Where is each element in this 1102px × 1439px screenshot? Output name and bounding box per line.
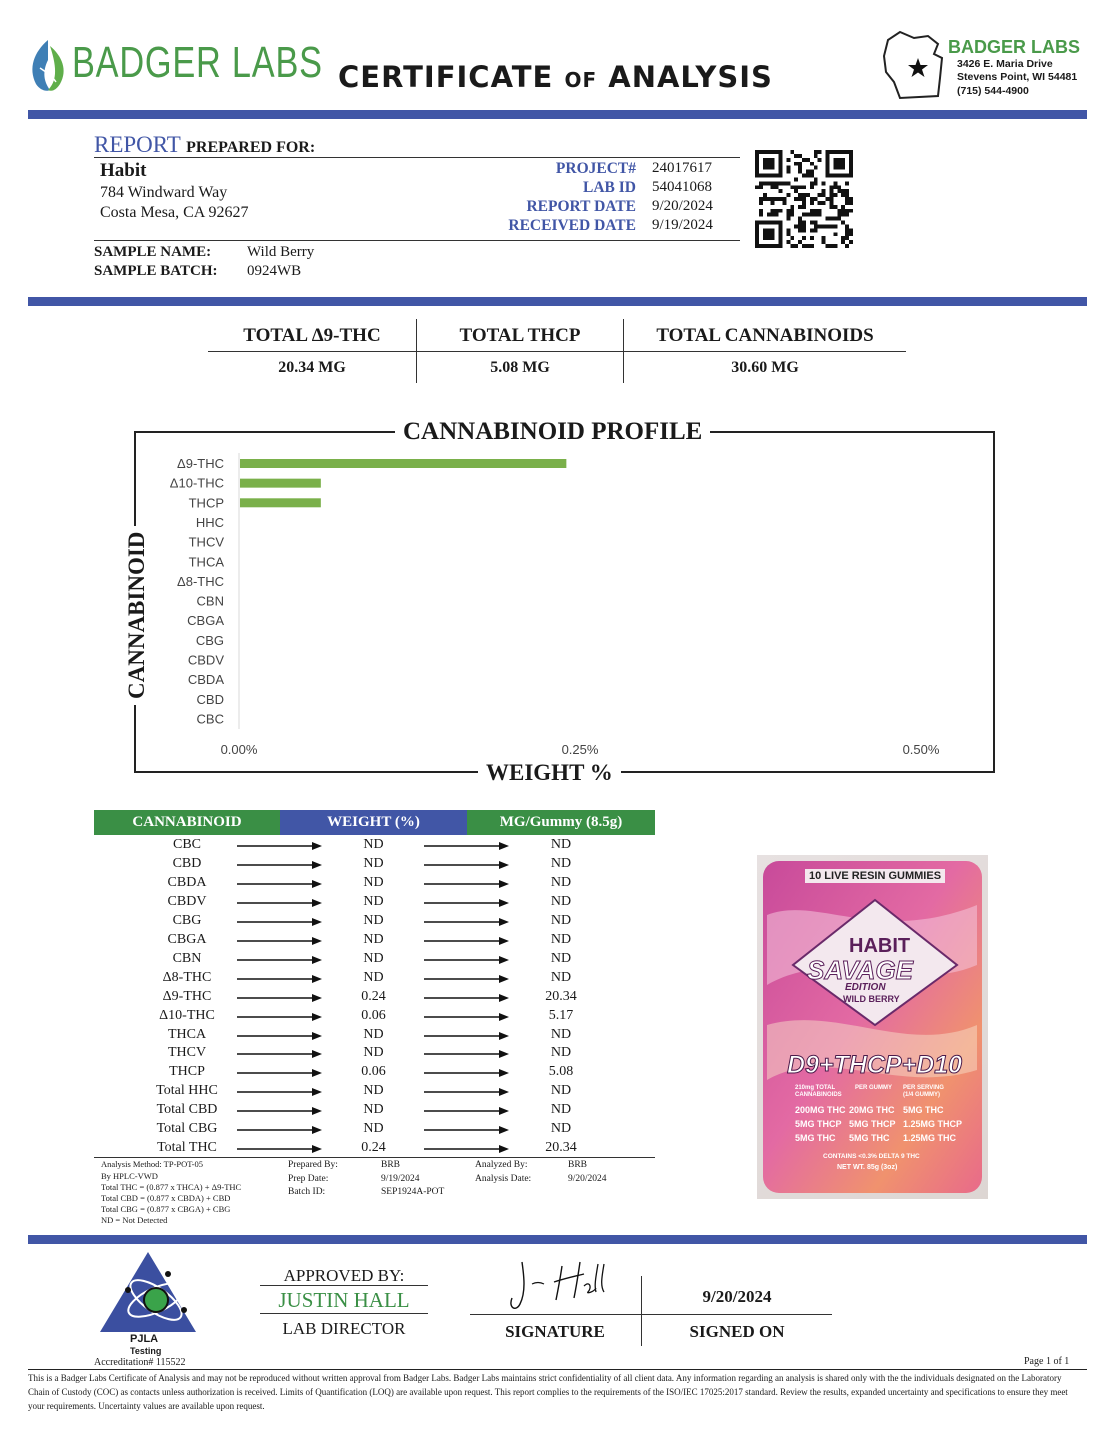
report-rule <box>94 157 740 158</box>
row-mg: ND <box>550 874 572 890</box>
analysis-date-label: Analysis Date: <box>475 1174 532 1184</box>
chart-category-label: HHC <box>195 514 224 530</box>
lab-name: BADGER LABS <box>948 37 1081 57</box>
approver-name: JUSTIN HALL <box>278 1288 410 1312</box>
total-cannabinoids-value: 30.60 MG <box>731 359 799 376</box>
row-cannabinoid: THCV <box>167 1045 207 1061</box>
row-cannabinoid: Δ10-THC <box>159 1007 215 1023</box>
row-arrow-icon <box>237 955 324 965</box>
pjla-name: PJLA <box>130 1333 159 1345</box>
product-col2-head: PER GUMMY <box>855 1085 893 1091</box>
prep-date-label: Prep Date: <box>288 1174 329 1184</box>
row-weight: ND <box>363 893 384 909</box>
product-row1-col1: 200MG THC <box>795 1105 846 1115</box>
prepared-by-value: BRB <box>381 1160 401 1170</box>
row-weight: 0.06 <box>361 1007 386 1023</box>
row-arrow-icon <box>237 898 324 908</box>
product-brand: HABIT <box>849 935 911 957</box>
row-arrow-icon <box>237 1031 324 1041</box>
row-mg: ND <box>550 912 572 928</box>
row-arrow-icon <box>424 1106 511 1116</box>
chart-category-label: THCA <box>188 554 224 570</box>
row-cannabinoid: CBGA <box>167 931 207 947</box>
row-weight: ND <box>363 1083 384 1099</box>
row-mg: ND <box>550 1045 572 1061</box>
row-arrow-icon <box>424 1125 511 1135</box>
row-mg: 5.08 <box>548 1064 574 1080</box>
row-weight: ND <box>363 950 384 966</box>
received-date-label: RECEIVED DATE <box>508 217 636 234</box>
signed-on-label: SIGNED ON <box>689 1322 785 1341</box>
row-cannabinoid: THCP <box>169 1064 205 1080</box>
disclaimer-text: This is a Badger Labs Certificate of Analysis and may not be reproduced without written approval from Badger Labs. Badger Labs maintains strict confidentiality of all client data. Any information regarding an analysis is shared only with the the individuals designated on the Laboratory Chain of Custody (COC) as contacts unless authorization is received. Limits of Quantification (LOQ) are available upon request. This report complies to the requirements of the ISO/IEC 17025:2017 standard. Review the results, expanded uncertainty and specifications to ensure they meet your requirements. Uncertainty values are available upon request. <box>28 1373 1068 1411</box>
row-arrow-icon <box>237 1049 324 1059</box>
chart-category-label: CBG <box>195 632 224 648</box>
product-row1-col2: 20MG THC <box>849 1105 895 1115</box>
row-arrow-icon <box>424 1012 511 1022</box>
chart-bar <box>240 459 566 468</box>
product-edition-sub: EDITION <box>845 982 886 993</box>
sample-rule <box>94 240 740 241</box>
row-weight: ND <box>363 912 384 928</box>
chart-category-label: CBN <box>196 593 224 609</box>
project-number-label: PROJECT# <box>555 160 636 177</box>
row-arrow-icon <box>237 879 324 889</box>
pjla-logo <box>98 1250 198 1334</box>
row-arrow-icon <box>424 898 511 908</box>
method-note: Total THC = (0.877 x THCA) + Δ9-THC <box>101 1182 242 1192</box>
chart-bar <box>240 479 321 488</box>
product-blend: D9+THCP+D10 <box>787 1051 963 1079</box>
chart-bar <box>240 498 321 507</box>
header-divider <box>28 110 1087 119</box>
row-mg: 20.34 <box>545 988 577 1004</box>
row-weight: ND <box>363 1121 384 1137</box>
row-cannabinoid: CBG <box>172 912 202 928</box>
row-arrow-icon <box>424 955 511 965</box>
row-mg: ND <box>550 855 572 871</box>
total-thcp-value: 5.08 MG <box>490 359 550 376</box>
row-mg: ND <box>550 969 572 985</box>
total-d9-value: 20.34 MG <box>278 359 346 376</box>
chart-category-label: THCP <box>188 495 224 511</box>
row-weight: ND <box>363 855 384 871</box>
product-row2-col2: 5MG THCP <box>849 1119 896 1129</box>
row-arrow-icon <box>237 1106 324 1116</box>
product-row3-col2: 5MG THC <box>849 1133 890 1143</box>
totals-divider <box>416 319 417 383</box>
row-arrow-icon <box>237 860 324 870</box>
analysis-date-value: 9/20/2024 <box>568 1174 607 1184</box>
method-note: Analysis Method: TP-POT-05 <box>101 1159 204 1169</box>
lab-id-value: 54041068 <box>652 179 712 195</box>
row-cannabinoid: Δ9-THC <box>162 988 212 1004</box>
sample-name-label: SAMPLE NAME: <box>94 244 212 260</box>
totals-divider <box>623 319 624 383</box>
row-weight: ND <box>363 1102 384 1118</box>
page-title: CERTIFICATE OF ANALYSIS <box>338 60 773 94</box>
row-mg: ND <box>550 1102 572 1118</box>
sample-name-value: Wild Berry <box>247 244 315 260</box>
table-header-weight: WEIGHT (%) <box>280 810 467 835</box>
product-footer2: NET WT. 85g (3oz) <box>837 1164 898 1171</box>
product-photo <box>757 855 988 1199</box>
row-cannabinoid: CBDV <box>167 893 207 909</box>
analyzed-by-value: BRB <box>568 1160 588 1170</box>
chart-x-tick-label: 0.00% <box>220 742 258 757</box>
signature-rule <box>470 1314 832 1315</box>
row-arrow-icon <box>424 974 511 984</box>
row-arrow-icon <box>237 1012 324 1022</box>
row-mg: ND <box>550 931 572 947</box>
prep-date-value: 9/19/2024 <box>381 1174 420 1184</box>
sample-batch-label: SAMPLE BATCH: <box>94 263 218 279</box>
leaf-logo-icon <box>26 38 70 94</box>
lab-address-line2: Stevens Point, WI 54481 <box>957 71 1078 83</box>
lab-id-label: LAB ID <box>583 179 636 196</box>
chart-x-axis-label: WEIGHT % <box>478 760 621 786</box>
row-cannabinoid: Total HHC <box>156 1083 218 1099</box>
product-row3-col1: 5MG THC <box>795 1133 836 1143</box>
row-arrow-icon <box>424 1049 511 1059</box>
product-row3-col3: 1.25MG THC <box>903 1133 957 1143</box>
row-arrow-icon <box>424 879 511 889</box>
handwritten-signature <box>500 1256 620 1316</box>
row-weight: ND <box>363 1045 384 1061</box>
disclaimer-rule <box>28 1369 1087 1370</box>
row-weight: ND <box>363 931 384 947</box>
method-note: Total CBD = (0.877 x CBDA) + CBD <box>101 1193 231 1203</box>
accreditation-number: Accreditation# 115522 <box>94 1357 186 1368</box>
approved-by-label: APPROVED BY: <box>283 1266 405 1285</box>
row-cannabinoid: CBN <box>172 950 202 966</box>
received-date-value: 9/19/2024 <box>652 217 713 233</box>
row-arrow-icon <box>424 860 511 870</box>
pjla-testing: Testing <box>130 1346 162 1356</box>
method-note: By HPLC-VWD <box>101 1171 158 1181</box>
sample-batch-value: 0924WB <box>247 263 302 279</box>
row-mg: ND <box>550 1026 572 1042</box>
totals-rule <box>208 351 906 352</box>
client-name: Habit <box>100 160 147 181</box>
row-arrow-icon <box>424 1087 511 1097</box>
row-weight: ND <box>363 874 384 890</box>
analyzed-by-label: Analyzed By: <box>475 1160 528 1170</box>
client-address-line2: Costa Mesa, CA 92627 <box>100 204 249 221</box>
row-arrow-icon <box>424 993 511 1003</box>
chart-category-label: THCV <box>188 534 224 550</box>
row-cannabinoid: Δ8-THC <box>162 969 212 985</box>
chart-category-label: CBDV <box>187 652 224 668</box>
row-mg: 20.34 <box>545 1140 577 1156</box>
row-arrow-icon <box>237 1125 324 1135</box>
chart-category-label: CBC <box>196 711 224 727</box>
product-footer1: CONTAINS <0.3% DELTA 9 THC <box>823 1153 920 1160</box>
row-cannabinoid: CBD <box>172 855 202 871</box>
row-mg: ND <box>550 893 572 909</box>
lab-phone: (715) 544-4900 <box>957 85 1029 97</box>
row-mg: ND <box>550 837 572 852</box>
row-arrow-icon <box>424 1144 511 1154</box>
total-thcp-label: TOTAL THCP <box>459 325 581 346</box>
row-weight: 0.06 <box>361 1064 386 1080</box>
product-edition: SAVAGE <box>807 955 913 985</box>
project-number-value: 24017617 <box>652 160 712 176</box>
row-mg: ND <box>550 950 572 966</box>
wisconsin-map-icon <box>880 26 948 102</box>
chart-category-label: Δ9-THC <box>177 456 224 471</box>
total-cannabinoids-label: TOTAL CANNABINOIDS <box>656 325 874 346</box>
chart-title: CANNABINOID PROFILE <box>395 418 710 446</box>
chart-category-label: CBDA <box>187 672 224 688</box>
prepared-by-label: Prepared By: <box>288 1160 338 1170</box>
approved-rule <box>260 1285 428 1286</box>
row-arrow-icon <box>237 993 324 1003</box>
report-date-value: 9/20/2024 <box>652 198 713 214</box>
product-row2-col3: 1.25MG THCP <box>903 1119 963 1129</box>
chart-category-label: CBGA <box>187 613 224 629</box>
section-divider <box>28 297 1087 306</box>
approver-title: LAB DIRECTOR <box>282 1319 406 1338</box>
chart-x-tick-label: 0.25% <box>561 742 599 757</box>
report-date-label: REPORT DATE <box>526 198 636 215</box>
product-col1-head: 210mg TOTAL CANNABINOIDS <box>795 1085 842 1098</box>
row-arrow-icon <box>237 1144 324 1154</box>
method-note: ND = Not Detected <box>101 1215 168 1225</box>
table-header-mg: MG/Gummy (8.5g) <box>467 810 655 835</box>
product-flavor: WILD BERRY <box>843 994 900 1004</box>
page-number: Page 1 of 1 <box>1024 1356 1070 1367</box>
row-weight: 0.24 <box>361 988 386 1004</box>
pjla-atom-icon <box>98 1250 198 1334</box>
row-arrow-icon <box>237 841 324 851</box>
footer-divider <box>28 1235 1087 1244</box>
chart-category-label: Δ8-THC <box>177 573 224 589</box>
method-note: Total CBG = (0.877 x CBGA) + CBG <box>101 1204 231 1214</box>
product-top-text: 10 LIVE RESIN GUMMIES <box>805 869 945 883</box>
row-cannabinoid: CBDA <box>167 874 207 890</box>
row-arrow-icon <box>424 917 511 927</box>
chart-category-label: Δ10-THC <box>169 475 224 491</box>
batch-id-value: SEP1924A-POT <box>381 1187 445 1197</box>
row-mg: 5.17 <box>548 1007 574 1023</box>
row-weight: ND <box>363 969 384 985</box>
row-arrow-icon <box>237 936 324 946</box>
chart-y-axis-label: CANNABINOID <box>124 526 150 705</box>
report-prepared-for: REPORT PREPARED FOR: <box>94 132 316 157</box>
logo-text: BADGER LABS <box>72 38 323 87</box>
lab-address-line1: 3426 E. Maria Drive <box>957 58 1053 70</box>
batch-id-label: Batch ID: <box>288 1187 326 1197</box>
row-cannabinoid: Total CBG <box>156 1121 218 1137</box>
product-row1-col3: 5MG THC <box>903 1105 944 1115</box>
row-arrow-icon <box>424 841 511 851</box>
row-arrow-icon <box>237 1087 324 1097</box>
row-mg: ND <box>550 1083 572 1099</box>
qr-code[interactable] <box>755 150 853 248</box>
row-cannabinoid: CBC <box>172 837 201 852</box>
row-weight: ND <box>363 1026 384 1042</box>
total-d9-label: TOTAL Δ9-THC <box>243 325 381 346</box>
row-arrow-icon <box>424 936 511 946</box>
chart-x-tick-label: 0.50% <box>902 742 940 757</box>
row-arrow-icon <box>424 1068 511 1078</box>
row-cannabinoid: THCA <box>167 1026 207 1042</box>
row-mg: ND <box>550 1121 572 1137</box>
row-arrow-icon <box>424 1031 511 1041</box>
product-row2-col1: 5MG THCP <box>795 1119 842 1129</box>
row-cannabinoid: Total THC <box>157 1140 217 1156</box>
row-arrow-icon <box>237 917 324 927</box>
row-weight: 0.24 <box>361 1140 386 1156</box>
row-arrow-icon <box>237 974 324 984</box>
row-weight: ND <box>363 837 384 852</box>
signed-date: 9/20/2024 <box>702 1287 772 1306</box>
approver-rule <box>260 1313 428 1314</box>
client-address-line1: 784 Windward Way <box>100 184 228 201</box>
row-cannabinoid: Total CBD <box>156 1102 218 1118</box>
signature-label: SIGNATURE <box>505 1322 605 1341</box>
row-arrow-icon <box>237 1068 324 1078</box>
badger-logo <box>26 38 70 94</box>
table-header-cannabinoid: CANNABINOID <box>94 810 280 835</box>
chart-category-label: CBD <box>196 691 224 707</box>
table-bottom-rule <box>94 1157 655 1158</box>
product-col3-head: PER SERVING (1/4 GUMMY) <box>903 1085 944 1098</box>
